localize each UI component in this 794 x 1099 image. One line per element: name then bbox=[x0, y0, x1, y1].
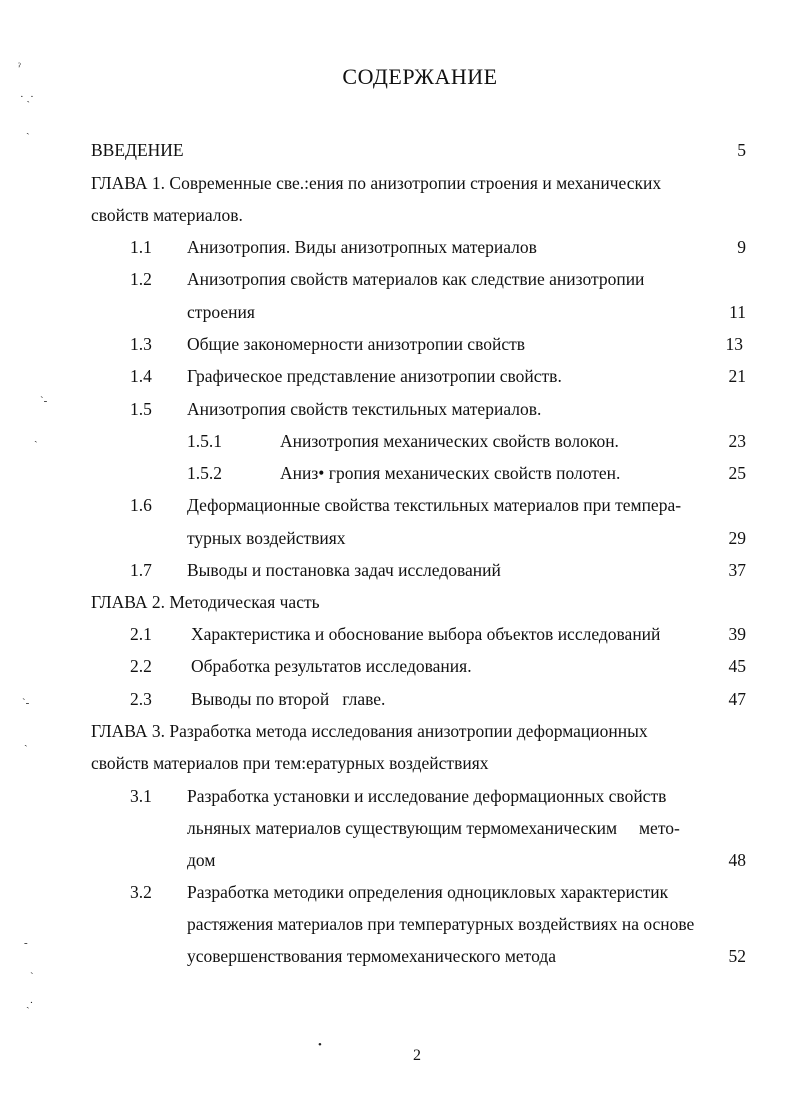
toc-entry-page: 11 bbox=[729, 302, 746, 322]
toc-entry-text: ВВЕДЕНИЕ bbox=[91, 140, 184, 160]
toc-entry-text-continuation: льняных материалов существующим термомеханическим мето- bbox=[187, 818, 680, 838]
toc-entry-number: 1.4 bbox=[130, 366, 152, 386]
toc-entry-page: 52 bbox=[728, 946, 746, 966]
scan-speck: • bbox=[318, 1039, 322, 1051]
toc-entry-page: 5 bbox=[737, 140, 746, 160]
scan-speck: ˀ bbox=[18, 61, 21, 73]
toc-entry-page: 23 bbox=[728, 431, 746, 451]
toc-entry-page: 39 bbox=[728, 624, 746, 644]
chapter-heading: ГЛАВА 3. Разработка метода исследования анизотропии деформационных bbox=[91, 721, 648, 741]
toc-entry-text: Анизотропия свойств текстильных материалов. bbox=[187, 399, 542, 419]
toc-entry-text: Разработка установки и исследование деформационных свойств bbox=[187, 786, 667, 806]
toc-entry-number: 2.2 bbox=[130, 656, 152, 676]
toc-entry-page: 21 bbox=[728, 366, 746, 386]
toc-entry-text: Выводы по второй главе. bbox=[191, 689, 386, 709]
chapter-heading-continuation: свойств материалов. bbox=[91, 205, 243, 225]
toc-entry-text: Анизотропия. Виды анизотропных материалов bbox=[187, 237, 537, 257]
scan-speck: - bbox=[24, 937, 28, 949]
toc-entry-page: 13 bbox=[725, 334, 743, 354]
toc-entry-text: Графическое представление анизотропии свойств. bbox=[187, 366, 562, 386]
toc-entry-text: Характеристика и обоснование выбора объектов исследований bbox=[191, 624, 661, 644]
toc-entry-text: Выводы и постановка задач исследований bbox=[187, 560, 501, 580]
toc-subentry-number: 1.5.2 bbox=[187, 463, 222, 483]
toc-entry-page: 9 bbox=[737, 237, 746, 257]
scan-speck: · ˎ· bbox=[20, 91, 34, 103]
toc-entry-number: 1.6 bbox=[130, 495, 152, 515]
toc-entry-number: 2.1 bbox=[130, 624, 152, 644]
chapter-heading: ГЛАВА 2. Методическая часть bbox=[91, 592, 320, 612]
toc-entry-text-continuation: усовершенствования термомеханического метода bbox=[187, 946, 557, 966]
toc-entry-page: 29 bbox=[728, 528, 746, 548]
scan-speck: ˋ- bbox=[40, 395, 48, 407]
toc-entry-page: 37 bbox=[728, 560, 746, 580]
toc-entry-text-continuation: дом bbox=[187, 850, 216, 870]
toc-subentry-number: 1.5.1 bbox=[187, 431, 222, 451]
toc-entry-number: 1.3 bbox=[130, 334, 152, 354]
chapter-heading: ГЛАВА 1. Современные све.:ения по анизотропии строения и механических bbox=[91, 173, 662, 193]
toc-entry-page: 48 bbox=[728, 850, 746, 870]
toc-subentry-text: Аниз• гропия механических свойств полотен. bbox=[280, 463, 621, 483]
scan-speck: ˋ- bbox=[22, 697, 30, 709]
toc-entry-number: 1.2 bbox=[130, 269, 152, 289]
scan-speck: ˎ bbox=[26, 123, 30, 135]
toc-entry-number: 3.1 bbox=[130, 786, 152, 806]
toc-entry-number: 1.1 bbox=[130, 237, 152, 257]
scan-speck: ˎ bbox=[34, 431, 38, 443]
scan-speck: ˎ· bbox=[26, 997, 34, 1009]
toc-entry-number: 1.7 bbox=[130, 560, 152, 580]
scan-speck: ˋ bbox=[30, 971, 34, 983]
toc-entry-page: 45 bbox=[728, 656, 746, 676]
toc-entry-text-continuation: турных воздействиях bbox=[187, 528, 346, 548]
toc-entry-number: 3.2 bbox=[130, 882, 152, 902]
toc-entry-text: Общие закономерности анизотропии свойств bbox=[187, 334, 526, 354]
toc-entry-page: 47 bbox=[728, 689, 746, 709]
toc-entry-number: 1.5 bbox=[130, 399, 152, 419]
toc-entry-text-continuation: растяжения материалов при температурных воздействиях на основе bbox=[187, 914, 695, 934]
toc-entry-text: Деформационные свойства текстильных материалов при темпера- bbox=[187, 495, 682, 515]
toc-entry-text-continuation: строения bbox=[187, 302, 255, 322]
toc-entry-text: Разработка методики определения одноцикловых характеристик bbox=[187, 882, 669, 902]
page-title: СОДЕРЖАНИЕ bbox=[342, 64, 498, 89]
page-number: 2 bbox=[413, 1047, 421, 1064]
toc-entry-text: Анизотропия свойств материалов как следствие анизотропии bbox=[187, 269, 645, 289]
toc-entry-number: 2.3 bbox=[130, 689, 152, 709]
toc-entry-page: 25 bbox=[728, 463, 746, 483]
toc-entry-text: Обработка результатов исследования. bbox=[191, 656, 472, 676]
scan-speck: ˎ bbox=[24, 735, 28, 747]
chapter-heading-continuation: свойств материалов при тем:ературных воздействиях bbox=[91, 753, 489, 773]
toc-subentry-text: Анизотропия механических свойств волокон. bbox=[280, 431, 619, 451]
